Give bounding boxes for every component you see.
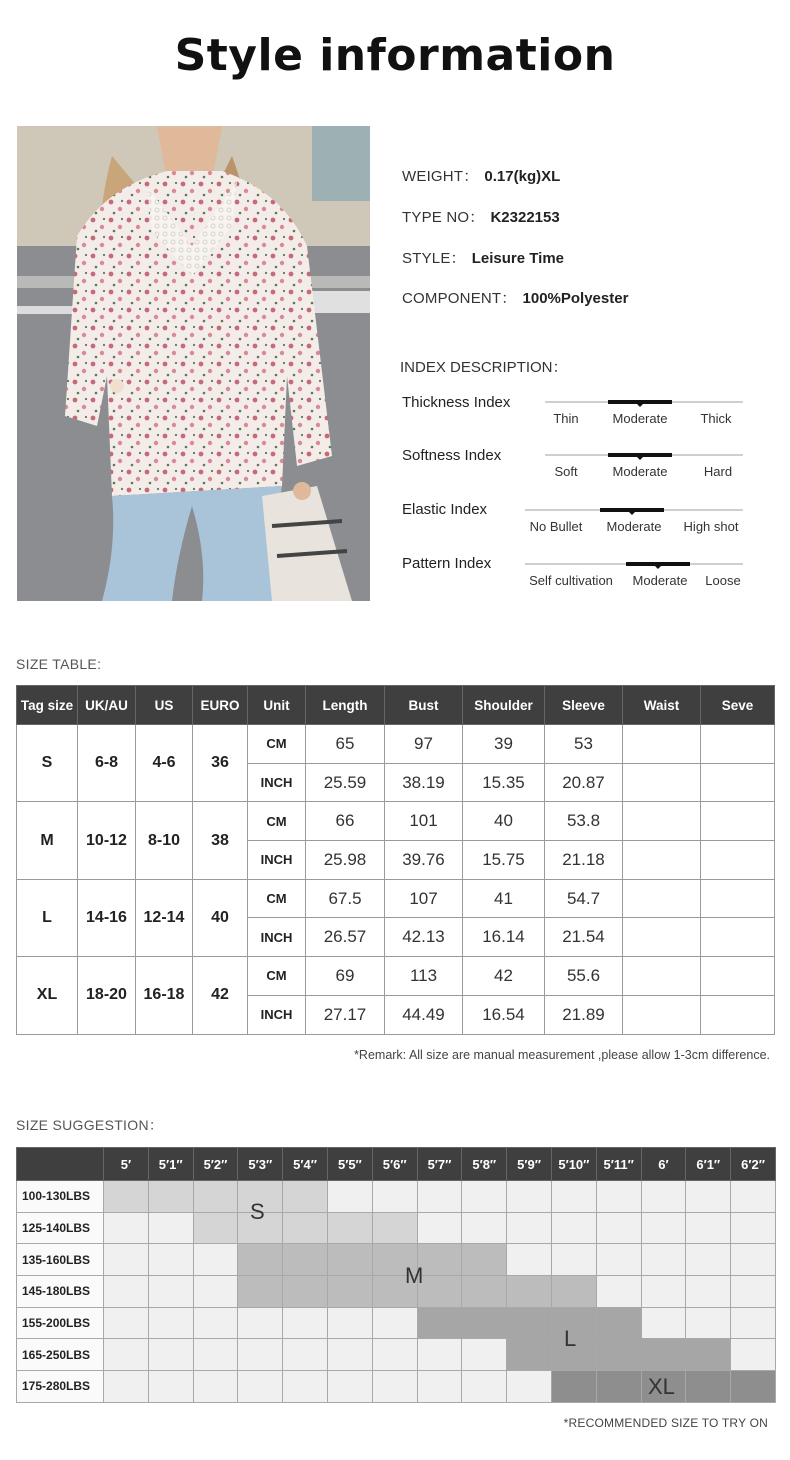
empty-cell [596, 1181, 641, 1213]
size-zone-cell [283, 1244, 328, 1276]
empty-cell [372, 1307, 417, 1339]
size-remark: *Remark: All size are manual measurement ,please allow 1-3cm difference. [354, 1048, 770, 1062]
size-zone-cell [417, 1244, 462, 1276]
column-header: US [136, 686, 193, 725]
measure-cell [701, 879, 775, 918]
empty-cell [731, 1339, 776, 1371]
height-header: 5′2″ [193, 1148, 238, 1181]
index-option-selected: Moderate [612, 411, 668, 426]
empty-cell [686, 1212, 731, 1244]
suggestion-row [17, 1212, 776, 1244]
height-header: 5′7″ [417, 1148, 462, 1181]
measure-cell [701, 725, 775, 764]
size-zone-cell [283, 1276, 328, 1308]
empty-cell [283, 1339, 328, 1371]
index-selected-bar [600, 508, 664, 512]
empty-cell [686, 1244, 731, 1276]
size-zone-cell [327, 1276, 372, 1308]
measure-cell: 38.19 [385, 763, 463, 802]
empty-cell [104, 1212, 149, 1244]
empty-cell [417, 1339, 462, 1371]
empty-cell [148, 1339, 193, 1371]
zone-label-xl: XL [648, 1374, 675, 1399]
size-zone-cell [507, 1276, 552, 1308]
empty-cell [104, 1339, 149, 1371]
measure-cell [623, 802, 701, 841]
measure-cell: 25.98 [306, 841, 385, 880]
index-selected-bar [626, 562, 690, 566]
index-option: Loose [705, 573, 741, 588]
size-zone-cell [193, 1181, 238, 1213]
tag-size-cell: M [17, 802, 78, 879]
uk-size-cell: 18-20 [78, 957, 136, 1034]
measure-cell: 39.76 [385, 841, 463, 880]
index-selected-bar [608, 400, 672, 404]
measure-cell [623, 763, 701, 802]
size-zone-cell [596, 1307, 641, 1339]
empty-cell [507, 1371, 552, 1403]
size-zone-cell [327, 1244, 372, 1276]
measure-cell [701, 841, 775, 880]
corner-header [17, 1148, 104, 1181]
empty-cell [283, 1371, 328, 1403]
measure-cell: 97 [385, 725, 463, 764]
measure-cell: 42.13 [385, 918, 463, 957]
measure-cell [701, 995, 775, 1034]
spec-type-no: TYPE NO： K2322153 [402, 209, 560, 226]
measure-cell [701, 763, 775, 802]
index-option: Thin [553, 411, 579, 426]
empty-cell [686, 1276, 731, 1308]
unit-cell: CM [248, 879, 306, 918]
height-header: 6′ [641, 1148, 686, 1181]
measure-cell [701, 918, 775, 957]
product-photo [17, 126, 370, 601]
measure-cell: 25.59 [306, 763, 385, 802]
size-zone-cell [686, 1339, 731, 1371]
measure-cell [701, 957, 775, 996]
measure-cell [623, 918, 701, 957]
tag-size-cell: L [17, 879, 78, 956]
size-zone-cell [462, 1276, 507, 1308]
size-zone-cell [641, 1339, 686, 1371]
index-option: Soft [554, 464, 578, 479]
measure-cell [623, 957, 701, 996]
index-option: No Bullet [529, 519, 583, 534]
weight-label: 155-200LBS [17, 1307, 104, 1339]
empty-cell [507, 1181, 552, 1213]
table-row [17, 802, 775, 841]
pattern-index [400, 555, 750, 599]
size-zone-cell [551, 1276, 596, 1308]
thickness-index [400, 394, 750, 438]
empty-cell [462, 1371, 507, 1403]
index-option: Hard [703, 464, 733, 479]
softness-index [400, 447, 750, 491]
size-zone-cell [462, 1307, 507, 1339]
measure-cell: 16.14 [463, 918, 545, 957]
zone-label-m: M [405, 1263, 424, 1288]
size-zone-cell [238, 1276, 283, 1308]
empty-cell [148, 1244, 193, 1276]
uk-size-cell: 10-12 [78, 802, 136, 879]
measure-cell: 42 [463, 957, 545, 996]
measure-cell: 16.54 [463, 995, 545, 1034]
height-header: 5′1″ [148, 1148, 193, 1181]
size-table [16, 685, 775, 1035]
empty-cell [731, 1212, 776, 1244]
index-option-selected: Moderate [612, 464, 668, 479]
measure-cell: 40 [463, 802, 545, 841]
index-option-selected: Moderate [632, 573, 688, 588]
index-selected-bar [608, 453, 672, 457]
suggestion-row [17, 1244, 776, 1276]
empty-cell [148, 1276, 193, 1308]
weight-label: 100-130LBS [17, 1181, 104, 1213]
unit-cell: CM [248, 725, 306, 764]
tag-size-cell: XL [17, 957, 78, 1034]
unit-cell: INCH [248, 995, 306, 1034]
suggestion-header-row [17, 1148, 776, 1181]
size-table-label: SIZE TABLE: [16, 656, 102, 672]
measure-cell: 27.17 [306, 995, 385, 1034]
empty-cell [462, 1212, 507, 1244]
measure-cell: 55.6 [545, 957, 623, 996]
suggestion-row [17, 1307, 776, 1339]
column-header: Length [306, 686, 385, 725]
empty-cell [462, 1181, 507, 1213]
height-header: 6′2″ [731, 1148, 776, 1181]
empty-cell [238, 1339, 283, 1371]
index-option: Self cultivation [529, 573, 613, 588]
weight-label: 175-280LBS [17, 1371, 104, 1403]
empty-cell [104, 1276, 149, 1308]
size-zone-cell [731, 1371, 776, 1403]
height-header: 5′5″ [327, 1148, 372, 1181]
euro-size-cell: 40 [193, 879, 248, 956]
column-header: Waist [623, 686, 701, 725]
weight-label: 125-140LBS [17, 1212, 104, 1244]
measure-cell: 21.54 [545, 918, 623, 957]
size-zone-cell [283, 1181, 328, 1213]
column-header: Shoulder [463, 686, 545, 725]
size-zone-cell [148, 1181, 193, 1213]
height-header: 5′9″ [507, 1148, 552, 1181]
empty-cell [596, 1244, 641, 1276]
empty-cell [507, 1244, 552, 1276]
empty-cell [327, 1371, 372, 1403]
empty-cell [327, 1181, 372, 1213]
measure-cell [623, 879, 701, 918]
empty-cell [417, 1212, 462, 1244]
table-row [17, 725, 775, 764]
weight-label: 165-250LBS [17, 1339, 104, 1371]
size-zone-cell [327, 1212, 372, 1244]
empty-cell [372, 1371, 417, 1403]
column-header: EURO [193, 686, 248, 725]
measure-cell: 21.18 [545, 841, 623, 880]
spec-style: STYLE： Leisure Time [402, 250, 564, 267]
empty-cell [372, 1339, 417, 1371]
empty-cell [283, 1307, 328, 1339]
empty-cell [193, 1244, 238, 1276]
measure-cell: 39 [463, 725, 545, 764]
index-description-heading: INDEX DESCRIPTION： [400, 359, 568, 376]
uk-size-cell: 6-8 [78, 725, 136, 802]
height-header: 5′11″ [596, 1148, 641, 1181]
empty-cell [641, 1276, 686, 1308]
column-header: Unit [248, 686, 306, 725]
zone-label-s: S [250, 1199, 265, 1224]
measure-cell [623, 725, 701, 764]
height-header: 5′3″ [238, 1148, 283, 1181]
table-row [17, 879, 775, 918]
tag-size-cell: S [17, 725, 78, 802]
index-option-selected: Moderate [606, 519, 662, 534]
height-header: 5′4″ [283, 1148, 328, 1181]
index-option: High shot [683, 519, 739, 534]
empty-cell [238, 1371, 283, 1403]
measure-cell: 44.49 [385, 995, 463, 1034]
measure-cell [701, 802, 775, 841]
index-name: Softness Index [402, 447, 502, 464]
empty-cell [641, 1244, 686, 1276]
measure-cell: 20.87 [545, 763, 623, 802]
empty-cell [417, 1181, 462, 1213]
measure-cell: 65 [306, 725, 385, 764]
elastic-index [400, 501, 750, 545]
size-zone-cell [417, 1276, 462, 1308]
size-zone-cell [372, 1212, 417, 1244]
height-header: 6′1″ [686, 1148, 731, 1181]
column-header: Bust [385, 686, 463, 725]
measure-cell: 107 [385, 879, 463, 918]
measure-cell: 113 [385, 957, 463, 996]
measure-cell: 101 [385, 802, 463, 841]
empty-cell [193, 1339, 238, 1371]
empty-cell [507, 1212, 552, 1244]
empty-cell [104, 1307, 149, 1339]
unit-cell: INCH [248, 918, 306, 957]
suggestion-row [17, 1276, 776, 1308]
us-size-cell: 12-14 [136, 879, 193, 956]
measure-cell: 67.5 [306, 879, 385, 918]
empty-cell [731, 1181, 776, 1213]
empty-cell [731, 1307, 776, 1339]
height-header: 5′ [104, 1148, 149, 1181]
empty-cell [327, 1307, 372, 1339]
measure-cell: 15.35 [463, 763, 545, 802]
empty-cell [551, 1181, 596, 1213]
suggestion-row [17, 1339, 776, 1371]
column-header: UK/AU [78, 686, 136, 725]
empty-cell [148, 1307, 193, 1339]
empty-cell [641, 1307, 686, 1339]
size-suggestion-table [16, 1147, 776, 1403]
size-zone-cell [238, 1244, 283, 1276]
measure-cell: 53 [545, 725, 623, 764]
size-zone-cell [596, 1339, 641, 1371]
unit-cell: CM [248, 957, 306, 996]
column-header: Tag size [17, 686, 78, 725]
unit-cell: INCH [248, 841, 306, 880]
empty-cell [731, 1276, 776, 1308]
euro-size-cell: 42 [193, 957, 248, 1034]
table-row [17, 957, 775, 996]
weight-label: 135-160LBS [17, 1244, 104, 1276]
size-zone-cell [283, 1212, 328, 1244]
unit-cell: INCH [248, 763, 306, 802]
size-table-header-row [17, 686, 775, 725]
measure-cell: 66 [306, 802, 385, 841]
height-header: 5′6″ [372, 1148, 417, 1181]
column-header: Seve [701, 686, 775, 725]
index-name: Thickness Index [402, 394, 511, 411]
measure-cell: 41 [463, 879, 545, 918]
unit-cell: CM [248, 802, 306, 841]
empty-cell [686, 1181, 731, 1213]
measure-cell [623, 841, 701, 880]
zone-label-l: L [564, 1326, 577, 1351]
size-zone-cell [417, 1307, 462, 1339]
euro-size-cell: 36 [193, 725, 248, 802]
empty-cell [417, 1371, 462, 1403]
size-zone-cell [507, 1339, 552, 1371]
empty-cell [104, 1244, 149, 1276]
size-zone-cell [462, 1244, 507, 1276]
size-zone-cell [686, 1371, 731, 1403]
empty-cell [238, 1307, 283, 1339]
empty-cell [596, 1276, 641, 1308]
size-zone-cell [596, 1371, 641, 1403]
empty-cell [104, 1371, 149, 1403]
measure-cell [623, 995, 701, 1034]
page-title: Style information [174, 30, 616, 81]
empty-cell [551, 1212, 596, 1244]
height-header: 5′8″ [462, 1148, 507, 1181]
measure-cell: 15.75 [463, 841, 545, 880]
measure-cell: 54.7 [545, 879, 623, 918]
empty-cell [731, 1244, 776, 1276]
size-suggestion-label: SIZE SUGGESTION： [16, 1117, 164, 1133]
empty-cell [641, 1212, 686, 1244]
spec-weight: WEIGHT： 0.17(kg)XL [402, 168, 561, 185]
measure-cell: 53.8 [545, 802, 623, 841]
size-zone-cell [104, 1181, 149, 1213]
empty-cell [193, 1371, 238, 1403]
column-header: Sleeve [545, 686, 623, 725]
size-zone-cell [507, 1307, 552, 1339]
spec-component: COMPONENT： 100%Polyester [402, 290, 629, 307]
empty-cell [462, 1339, 507, 1371]
index-name: Pattern Index [402, 555, 492, 572]
suggestion-row [17, 1181, 776, 1213]
empty-cell [327, 1339, 372, 1371]
us-size-cell: 8-10 [136, 802, 193, 879]
empty-cell [641, 1181, 686, 1213]
empty-cell [148, 1371, 193, 1403]
empty-cell [551, 1244, 596, 1276]
height-header: 5′10″ [551, 1148, 596, 1181]
empty-cell [193, 1307, 238, 1339]
measure-cell: 69 [306, 957, 385, 996]
weight-label: 145-180LBS [17, 1276, 104, 1308]
empty-cell [686, 1307, 731, 1339]
us-size-cell: 4-6 [136, 725, 193, 802]
measure-cell: 26.57 [306, 918, 385, 957]
size-zone-cell [193, 1212, 238, 1244]
empty-cell [148, 1212, 193, 1244]
size-zone-cell [551, 1371, 596, 1403]
measure-cell: 21.89 [545, 995, 623, 1034]
index-name: Elastic Index [402, 501, 488, 518]
empty-cell [193, 1276, 238, 1308]
index-option: Thick [700, 411, 732, 426]
recommended-note: *RECOMMENDED SIZE TO TRY ON [563, 1416, 768, 1430]
empty-cell [372, 1181, 417, 1213]
euro-size-cell: 38 [193, 802, 248, 879]
us-size-cell: 16-18 [136, 957, 193, 1034]
uk-size-cell: 14-16 [78, 879, 136, 956]
empty-cell [596, 1212, 641, 1244]
